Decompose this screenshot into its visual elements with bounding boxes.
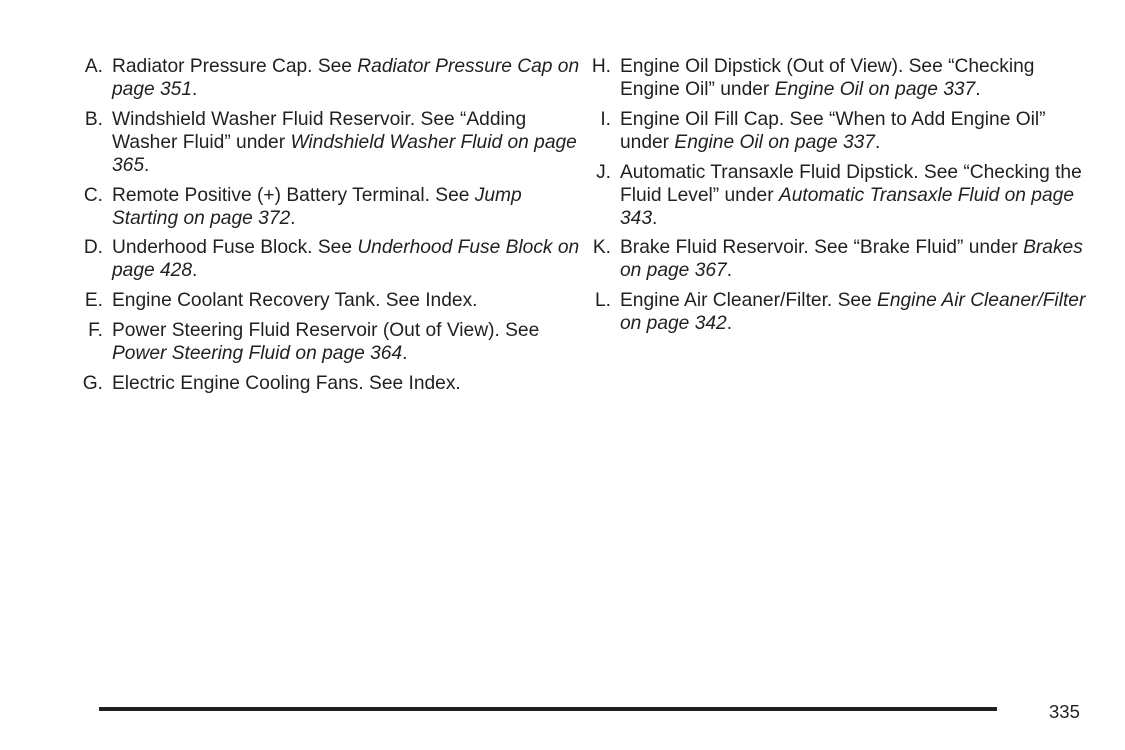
page-reference: Automatic Transaxle Fluid on page 343 xyxy=(620,184,1074,229)
list-item-f xyxy=(90,319,582,365)
item-letter: K. xyxy=(592,237,611,259)
page-reference: Windshield Washer Fluid on page 365 xyxy=(112,131,577,176)
item-letter: L. xyxy=(594,290,611,312)
item-suffix: . xyxy=(290,207,296,229)
page-reference: Brakes on page 367 xyxy=(620,237,1083,282)
item-description: Underhood Fuse Block. See xyxy=(112,237,358,259)
item-suffix: . xyxy=(975,79,981,100)
item-suffix: . xyxy=(192,79,198,100)
item-text xyxy=(112,372,582,395)
item-text xyxy=(112,108,582,177)
item-letter: F. xyxy=(88,319,103,341)
list-item-c xyxy=(83,184,582,230)
item-letter: I. xyxy=(600,108,611,130)
page-reference: Engine Oil on page 337 xyxy=(674,131,875,153)
item-text xyxy=(620,289,1090,335)
page-reference: Engine Air Cleaner/Filter on page 342 xyxy=(620,290,1086,335)
item-description: Power Steering Fluid Reservoir (Out of View). See xyxy=(112,319,540,341)
item-letter: A. xyxy=(84,56,103,77)
right-column xyxy=(591,55,1090,342)
page-reference: Radiator Pressure Cap on page 351 xyxy=(112,56,580,100)
item-description: Windshield Washer Fluid Reservoir. See “Adding Washer Fluid” under xyxy=(112,108,527,153)
item-description: Radiator Pressure Cap. See xyxy=(112,56,358,77)
list-item-h xyxy=(591,55,1090,101)
item-suffix: . xyxy=(726,313,733,335)
list-item-j xyxy=(598,161,1090,230)
item-description: Automatic Transaxle Fluid Dipstick. See “Checking the Fluid Level” under xyxy=(620,161,1082,206)
item-suffix: . xyxy=(652,207,658,229)
page-reference: Engine Oil on page 337 xyxy=(774,79,976,100)
item-text xyxy=(112,319,582,365)
item-letter: D. xyxy=(83,237,103,259)
item-suffix: . xyxy=(874,131,881,153)
footer-rule xyxy=(99,707,997,711)
list-item-a xyxy=(84,55,582,101)
item-text xyxy=(620,108,1090,154)
item-description: Engine Air Cleaner/Filter. See xyxy=(620,290,878,312)
item-letter: C. xyxy=(83,184,103,206)
item-description: Engine Oil Dipstick (Out of View). See “Checking Engine Oil” under xyxy=(620,56,1035,100)
list-item-l xyxy=(594,289,1090,335)
list-item-k xyxy=(592,236,1090,282)
item-text xyxy=(620,161,1090,230)
list-item-b xyxy=(84,108,582,177)
item-letter: B. xyxy=(84,108,103,130)
item-letter: G. xyxy=(82,372,103,394)
item-text xyxy=(620,236,1090,282)
list-item-g xyxy=(82,372,582,395)
item-suffix: . xyxy=(402,342,408,364)
item-description: Remote Positive (+) Battery Terminal. See xyxy=(112,184,475,206)
item-letter: J. xyxy=(596,161,611,183)
list-item-e xyxy=(84,289,582,312)
item-suffix: . xyxy=(144,154,150,176)
list-item-i xyxy=(598,108,1090,154)
item-text xyxy=(112,55,582,101)
left-column xyxy=(82,55,582,402)
page-reference: Jump Starting on page 372 xyxy=(112,184,522,229)
page-reference: Underhood Fuse Block on page 428 xyxy=(112,237,580,282)
item-letter: E. xyxy=(84,290,103,312)
item-description: Engine Oil Fill Cap. See “When to Add Engine Oil” under xyxy=(620,108,1046,153)
item-description: Brake Fluid Reservoir. See “Brake Fluid” under xyxy=(620,237,1024,259)
item-description: Electric Engine Cooling Fans. See Index. xyxy=(112,372,461,394)
item-description: Engine Coolant Recovery Tank. See Index. xyxy=(112,290,478,312)
item-text xyxy=(112,184,582,230)
item-suffix: . xyxy=(192,260,198,282)
item-text xyxy=(620,55,1090,101)
item-text xyxy=(112,289,582,312)
item-letter: H. xyxy=(591,56,611,77)
list-item-d xyxy=(83,236,582,282)
item-text xyxy=(112,236,582,282)
page-reference: Power Steering Fluid on page 364 xyxy=(112,342,403,364)
page-number: 335 xyxy=(1049,701,1080,722)
item-suffix: . xyxy=(726,260,733,282)
